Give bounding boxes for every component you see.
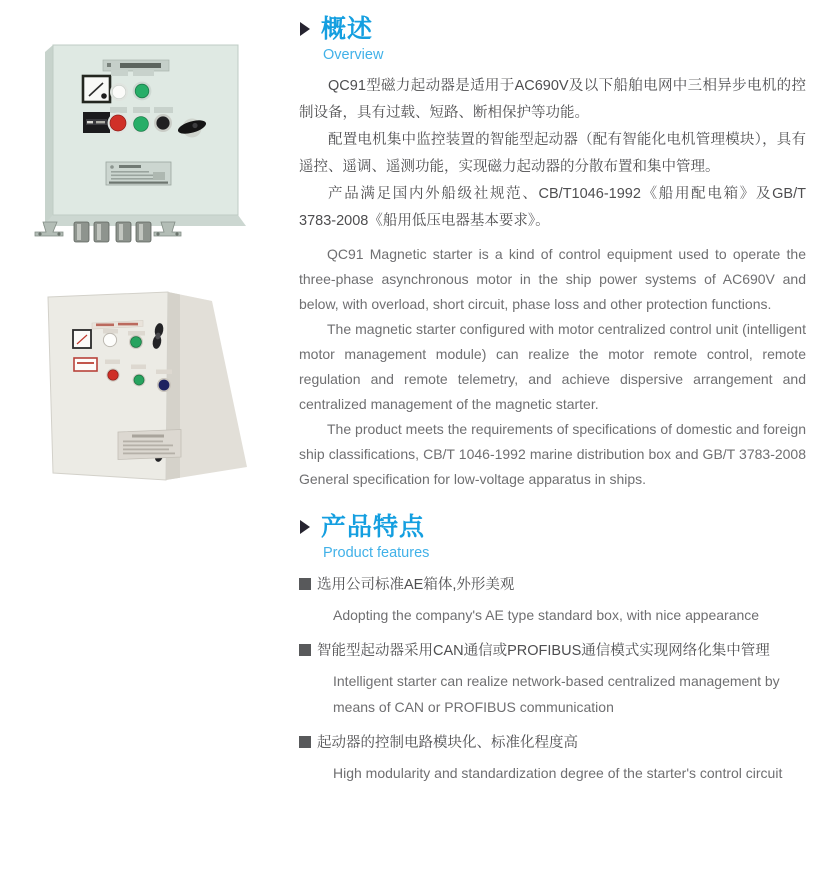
feature-bullet-icon [299,736,311,748]
feature-en-text: High modularity and standardization degree of the starter's control circuit [333,765,783,781]
cabinet2-redbtn-label [105,360,120,365]
ammeter-knob [101,93,107,99]
feature-item [299,733,806,786]
red-stop-button [110,115,126,131]
nameplate-cert-mark [153,172,165,180]
nameplate-logo [110,165,114,169]
cabinet-left-edge [45,45,53,225]
feature-bullet-icon [299,578,311,590]
cabinet2-red-display [74,358,97,371]
black-reset-button [156,116,169,129]
green-indicator-lamp [135,84,149,98]
nameplate-line3 [111,178,155,180]
feature-cn-line [299,575,806,595]
feature-cn-text: 起动器的控制电路模块化、标准化程度高 [317,735,578,751]
section-overview [299,14,806,492]
feature-cn-text: 智能型起动器采用CAN通信或PROFIBUS通信模式实现网络化集中管理 [317,643,770,659]
cabinet2-nameplate-line2 [123,445,173,447]
relay-display-digit2 [96,121,105,123]
cabinet2-red-display-line [77,362,94,364]
overview-en-paragraph: The magnetic starter configured with motor centralized control unit (intelligent motor management module) can realize the motor remote control, remote regulation and remote telemetry, and achieve dispersive arrangement and centralized management of the magnetic starter. [299,321,806,412]
white-lamp-label [111,70,128,76]
control-cabinet-front-illustration [33,36,265,250]
cabinet2-white-lamp [103,333,116,346]
section-marker-icon [300,520,310,534]
nameplate-title-line [119,165,141,168]
cabinet2-greenbtn2-label [131,365,146,370]
features-title-en: Product features [323,545,430,561]
features-title-cn: 产品特点 [321,513,426,541]
white-indicator-lamp [112,85,125,98]
rotary-switch-hub [192,123,197,128]
cabinet2-nameplate-line1 [123,441,163,443]
overview-english-text [299,242,806,492]
top-label-text-smudge [120,63,161,68]
product-photo-angle-view [40,281,258,483]
cabinet2-lamp-label [103,329,118,334]
overview-title-en: Overview [323,47,384,63]
cabinet2-top-label-text2 [118,323,138,326]
feature-item [299,641,806,720]
cabinet2-nameplate-line3 [123,449,169,451]
features-header [299,512,806,562]
feature-bullet-icon [299,644,311,656]
feature-item [299,575,806,628]
feature-en-text: Adopting the company's AE type standard box, with nice appearance [333,607,760,623]
section-marker-icon [300,22,310,36]
relay-display-digit [87,121,93,123]
feature-cn-text: 选用公司标准AE箱体,外形美观 [317,577,515,593]
cabinet2-nameplate-title [132,435,164,438]
reset-button-label [154,107,173,113]
section-product-features [299,512,806,786]
product-photo-front-view [33,36,265,250]
feature-cn-line [299,641,806,661]
overview-chinese-text [299,73,806,235]
cabinet2-green-button [131,337,142,348]
overview-cn-paragraph: 产品满足国内外船级社规范、CB/T1046-1992《船用配电箱》及GB/T 3783-2008《船用低压电器基本要求》。 [299,186,806,229]
cabinet2-red-button [108,370,118,380]
overview-cn-paragraph: QC91型磁力起动器是适用于AC690V及以下船舶电网中三相异步电机的控制设备，具有过载、短路、断相保护等功能。 [299,78,806,121]
cabinet2-nameplate-line4 [123,453,175,455]
control-cabinet-angle-illustration [40,281,258,483]
feature-en-text: Intelligent starter can realize network-based centralized management by means of CAN or PROFIBUS communication [333,673,780,715]
nameplate-bottom-line [109,182,168,184]
cabinet2-green-button2 [134,375,144,385]
start-button-label [133,107,150,113]
stop-button-label [110,107,127,113]
top-label-mark [107,63,111,67]
nameplate-line1 [111,171,149,173]
overview-cn-paragraph: 配置电机集中监控装置的智能型起动器（配有智能化电机管理模块），具有遥控、遥调、遥测功能，实现磁力起动器的分散布置和集中管理。 [299,132,806,175]
feature-cn-line [299,733,806,753]
overview-en-paragraph: The product meets the requirements of specifications of domestic and foreign ship classifications, CB/T 1046-1992 marine distribution box and GB/T 3783-2008 General specification for low-voltage apparatus in ships. [299,421,806,487]
green-lamp-label [133,70,154,76]
overview-en-paragraph: QC91 Magnetic starter is a kind of control equipment used to operate the three-phase asynchronous motor in the ship power systems of AC690V and below, with overload, short circuit, phase loss and other protection functions. [299,246,806,312]
cabinet2-greenbtn-label [128,331,145,336]
content-column [299,14,806,786]
green-start-button [134,117,149,132]
cabinet2-blue-button [159,380,170,391]
overview-header [299,14,806,64]
cabinet2-bluebtn-label [156,370,172,375]
overview-title-cn: 概述 [321,15,374,43]
cabinet2-top-label-text1 [96,324,114,327]
